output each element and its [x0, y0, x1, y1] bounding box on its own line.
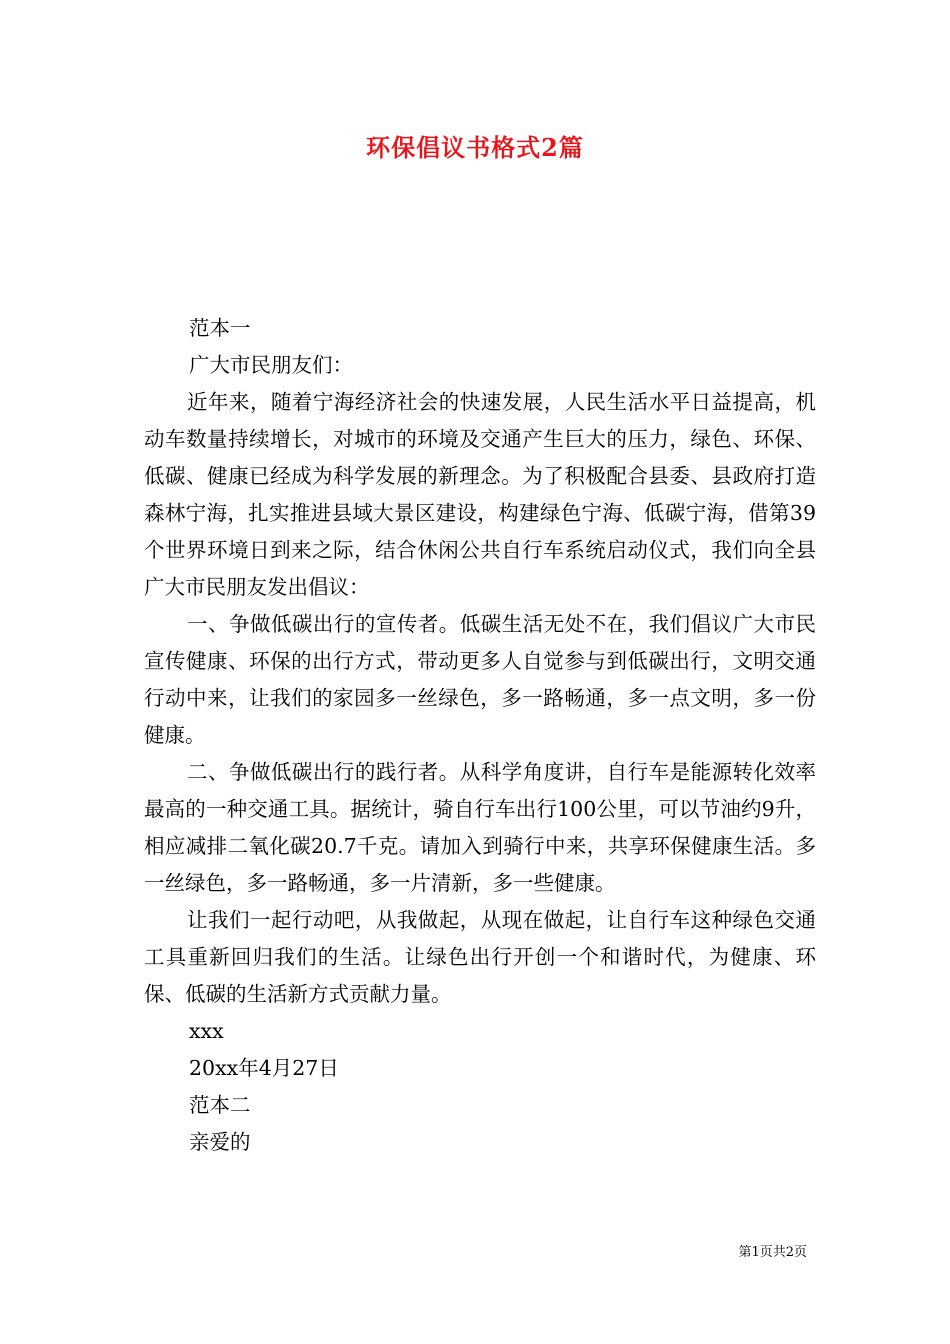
body-paragraph: 让我们一起行动吧，从我做起，从现在做起，让自行车这种绿色交通工具重新回归我们的生活。让绿色出行开创一个和谐时代，为健康、环保、低碳的生活新方式贡献力量。	[144, 908, 816, 1006]
body-paragraph: 一、争做低碳出行的宣传者。低碳生活无处不在，我们倡议广大市民宣传健康、环保的出行方式，带动更多人自觉参与到低碳出行，文明交通行动中来，让我们的家园多一丝绿色，多一路畅通，多一点文明，多一份健康。	[144, 612, 816, 747]
body-paragraph: 近年来，随着宁海经济社会的快速发展，人民生活水平日益提高，机动车数量持续增长，对城市的环境及交通产生巨大的压力，绿色、环保、低碳、健康已经成为科学发展的新理念。为了积极配合县委、县政府打造森林宁海，扎实推进县域大景区建设，构建绿色宁海、低碳宁海，借第39个世界环境日到来之际，结合休闲公共自行车系统启动仪式，我们向全县广大市民朋友发出倡议：	[144, 390, 816, 599]
sample1-label: 范本一	[189, 316, 251, 340]
sample2-salutation: 亲爱的	[189, 1130, 251, 1154]
sample2-label: 范本二	[189, 1093, 251, 1117]
date: 20xx年4月27日	[189, 1056, 339, 1080]
document-title: 环保倡议书格式2篇	[366, 133, 584, 162]
body-paragraph: 二、争做低碳出行的践行者。从科学角度讲，自行车是能源转化效率最高的一种交通工具。据统计，骑自行车出行100公里，可以节油约9升，相应减排二氧化碳20.7千克。请加入到骑行中来，共享环保健康生活。多一丝绿色，多一路畅通，多一片清新，多一些健康。	[144, 760, 816, 895]
document-body	[144, 310, 816, 1161]
page-footer: 第1页共2页	[738, 1245, 807, 1260]
salutation: 广大市民朋友们：	[189, 353, 353, 377]
signature: xxx	[189, 1019, 224, 1043]
